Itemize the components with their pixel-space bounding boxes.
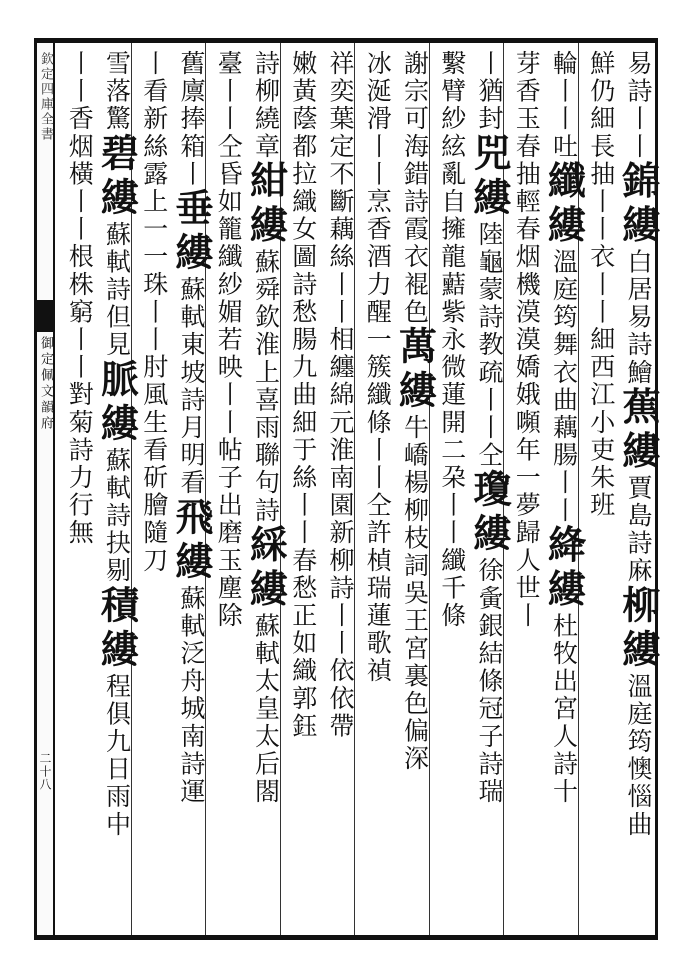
entry-headword: 飛縷	[169, 496, 214, 585]
text-column	[56, 50, 93, 932]
entry-text: 丨猶封	[475, 50, 504, 133]
entry-text: 冰涎滑丨丨烹香酒力醒	[363, 50, 393, 326]
entry-text: 根株窮丨丨	[65, 243, 95, 382]
entry-text: 輪丨丨吐	[549, 50, 579, 161]
entry-text: 蘇軾詩抉剔	[102, 446, 132, 585]
entry-text: 一簇纖條丨丨仝許楨瑞蓮歌禎	[363, 326, 393, 685]
entry-text: 西江小吏朱班	[586, 353, 616, 520]
text-column	[354, 50, 391, 932]
entry-text: 蘇軾東坡詩月明看	[177, 276, 206, 497]
entry-text: 鮮仍細	[586, 50, 616, 133]
entry-headword: 萬縷	[392, 326, 438, 414]
entry-text: 徐夤銀結條冠子詩瑞	[475, 557, 504, 806]
bottom-border-rule	[34, 935, 658, 940]
entry-text: 丨丨	[65, 50, 95, 106]
margin-book-title: 御定佩文韻府	[38, 336, 53, 432]
entry-headword: 垂縷	[169, 188, 214, 276]
margin-page-number: 二十八	[38, 752, 52, 791]
entry-text: 衣丨丨細	[586, 243, 616, 354]
entry-headword: 纖縷	[541, 160, 587, 249]
entry-text: 對菊詩力行無	[65, 381, 95, 547]
text-column	[317, 50, 354, 932]
entry-text: 帖子出磨玉塵除	[214, 436, 244, 630]
entry-text: 年一夢歸人世丨	[512, 436, 542, 630]
text-column	[168, 50, 214, 932]
entry-text: 露上一一珠丨丨	[139, 160, 169, 354]
entry-text: 臺丨丨仝	[214, 50, 244, 161]
page-margin-strip	[37, 43, 55, 935]
text-column	[429, 50, 466, 932]
entry-headword: 錦縷	[616, 160, 661, 249]
entry-headword: 蕉縷	[616, 386, 661, 475]
entry-text: 賈島詩麻	[624, 474, 653, 585]
text-column	[391, 50, 438, 932]
entry-text: 繫臂紗	[437, 50, 467, 133]
entry-text: 雪落驚	[102, 50, 132, 133]
entry-text: 香烟橫丨丨	[65, 105, 95, 244]
entry-text: 長抽丨丨	[586, 132, 616, 244]
entry-text: 嫩黃蔭都拉織女圖詩愁腸九曲細于絲丨丨春愁正如織郭鈺	[288, 50, 318, 740]
entry-headword: 瓊縷	[467, 469, 512, 558]
entry-text: 抽輕春烟機漠漠嬌娥嚬	[512, 160, 542, 437]
entry-text: 蘇軾泛舟城南詩運	[177, 584, 206, 806]
entry-text: 蘇軾詩但見	[102, 220, 132, 359]
entry-text: 程俱九日雨中	[102, 672, 132, 839]
entry-text: 陸龜蒙詩教疏丨丨仝	[475, 220, 504, 470]
entry-text: 肘風生看斫膾隨刀	[139, 353, 169, 575]
entry-text: 蘇軾太皇太后閤	[251, 612, 281, 806]
text-column	[540, 50, 587, 932]
text-column	[93, 50, 140, 932]
entry-text: 蓮開二朶丨丨纖千條	[437, 381, 467, 630]
text-column	[466, 50, 512, 932]
fish-tail-mark	[37, 300, 53, 332]
entry-headword: 絳縷	[541, 524, 587, 613]
entry-text: 丨看新絲	[139, 50, 169, 161]
entry-text: 牛嶠楊柳枝詞吳王宮裏色偏深	[400, 414, 430, 773]
entry-headword: 積縷	[94, 584, 140, 673]
entry-headword: 柳縷	[616, 584, 661, 673]
entry-text: 謝宗可海錯詩霞衣裩色	[400, 50, 430, 326]
entry-text: 舊廪捧箱丨	[177, 50, 206, 188]
entry-text: 芽香玉春	[512, 50, 542, 161]
entry-text: 白居易詩鱠	[624, 248, 653, 387]
text-column	[205, 50, 242, 932]
entry-headword: 兕縷	[467, 132, 512, 221]
entry-headword: 紺縷	[243, 160, 289, 249]
entry-text: 詩柳繞章	[251, 50, 281, 161]
entry-text: 祥奕葉定不斷藕絲丨丨相纏綿元淮南園新柳詩丨丨依依帶	[326, 50, 355, 740]
entry-headword: 脈縷	[94, 358, 140, 447]
entry-headword: 碧縷	[94, 132, 140, 221]
entry-headword: 綵縷	[243, 524, 289, 613]
text-column	[242, 50, 289, 932]
margin-collection-title: 欽定四庫全書	[38, 52, 53, 142]
entry-text: 蘇舜欽淮上喜雨聯句詩	[251, 248, 281, 525]
entry-text: 杜牧出宮人詩十	[549, 612, 579, 806]
text-column	[615, 50, 661, 932]
top-border-rule	[34, 38, 658, 43]
entry-text: 溫庭筠舞衣曲藕腸丨丨	[549, 248, 579, 525]
entry-text: 昏如籠纖紗媚若映丨丨	[214, 160, 244, 437]
entry-text: 絃亂自擁龍䕸紫永微	[437, 132, 467, 382]
entry-text: 易詩丨丨	[624, 50, 653, 161]
entry-text: 溫庭筠懊惱曲	[624, 672, 653, 839]
